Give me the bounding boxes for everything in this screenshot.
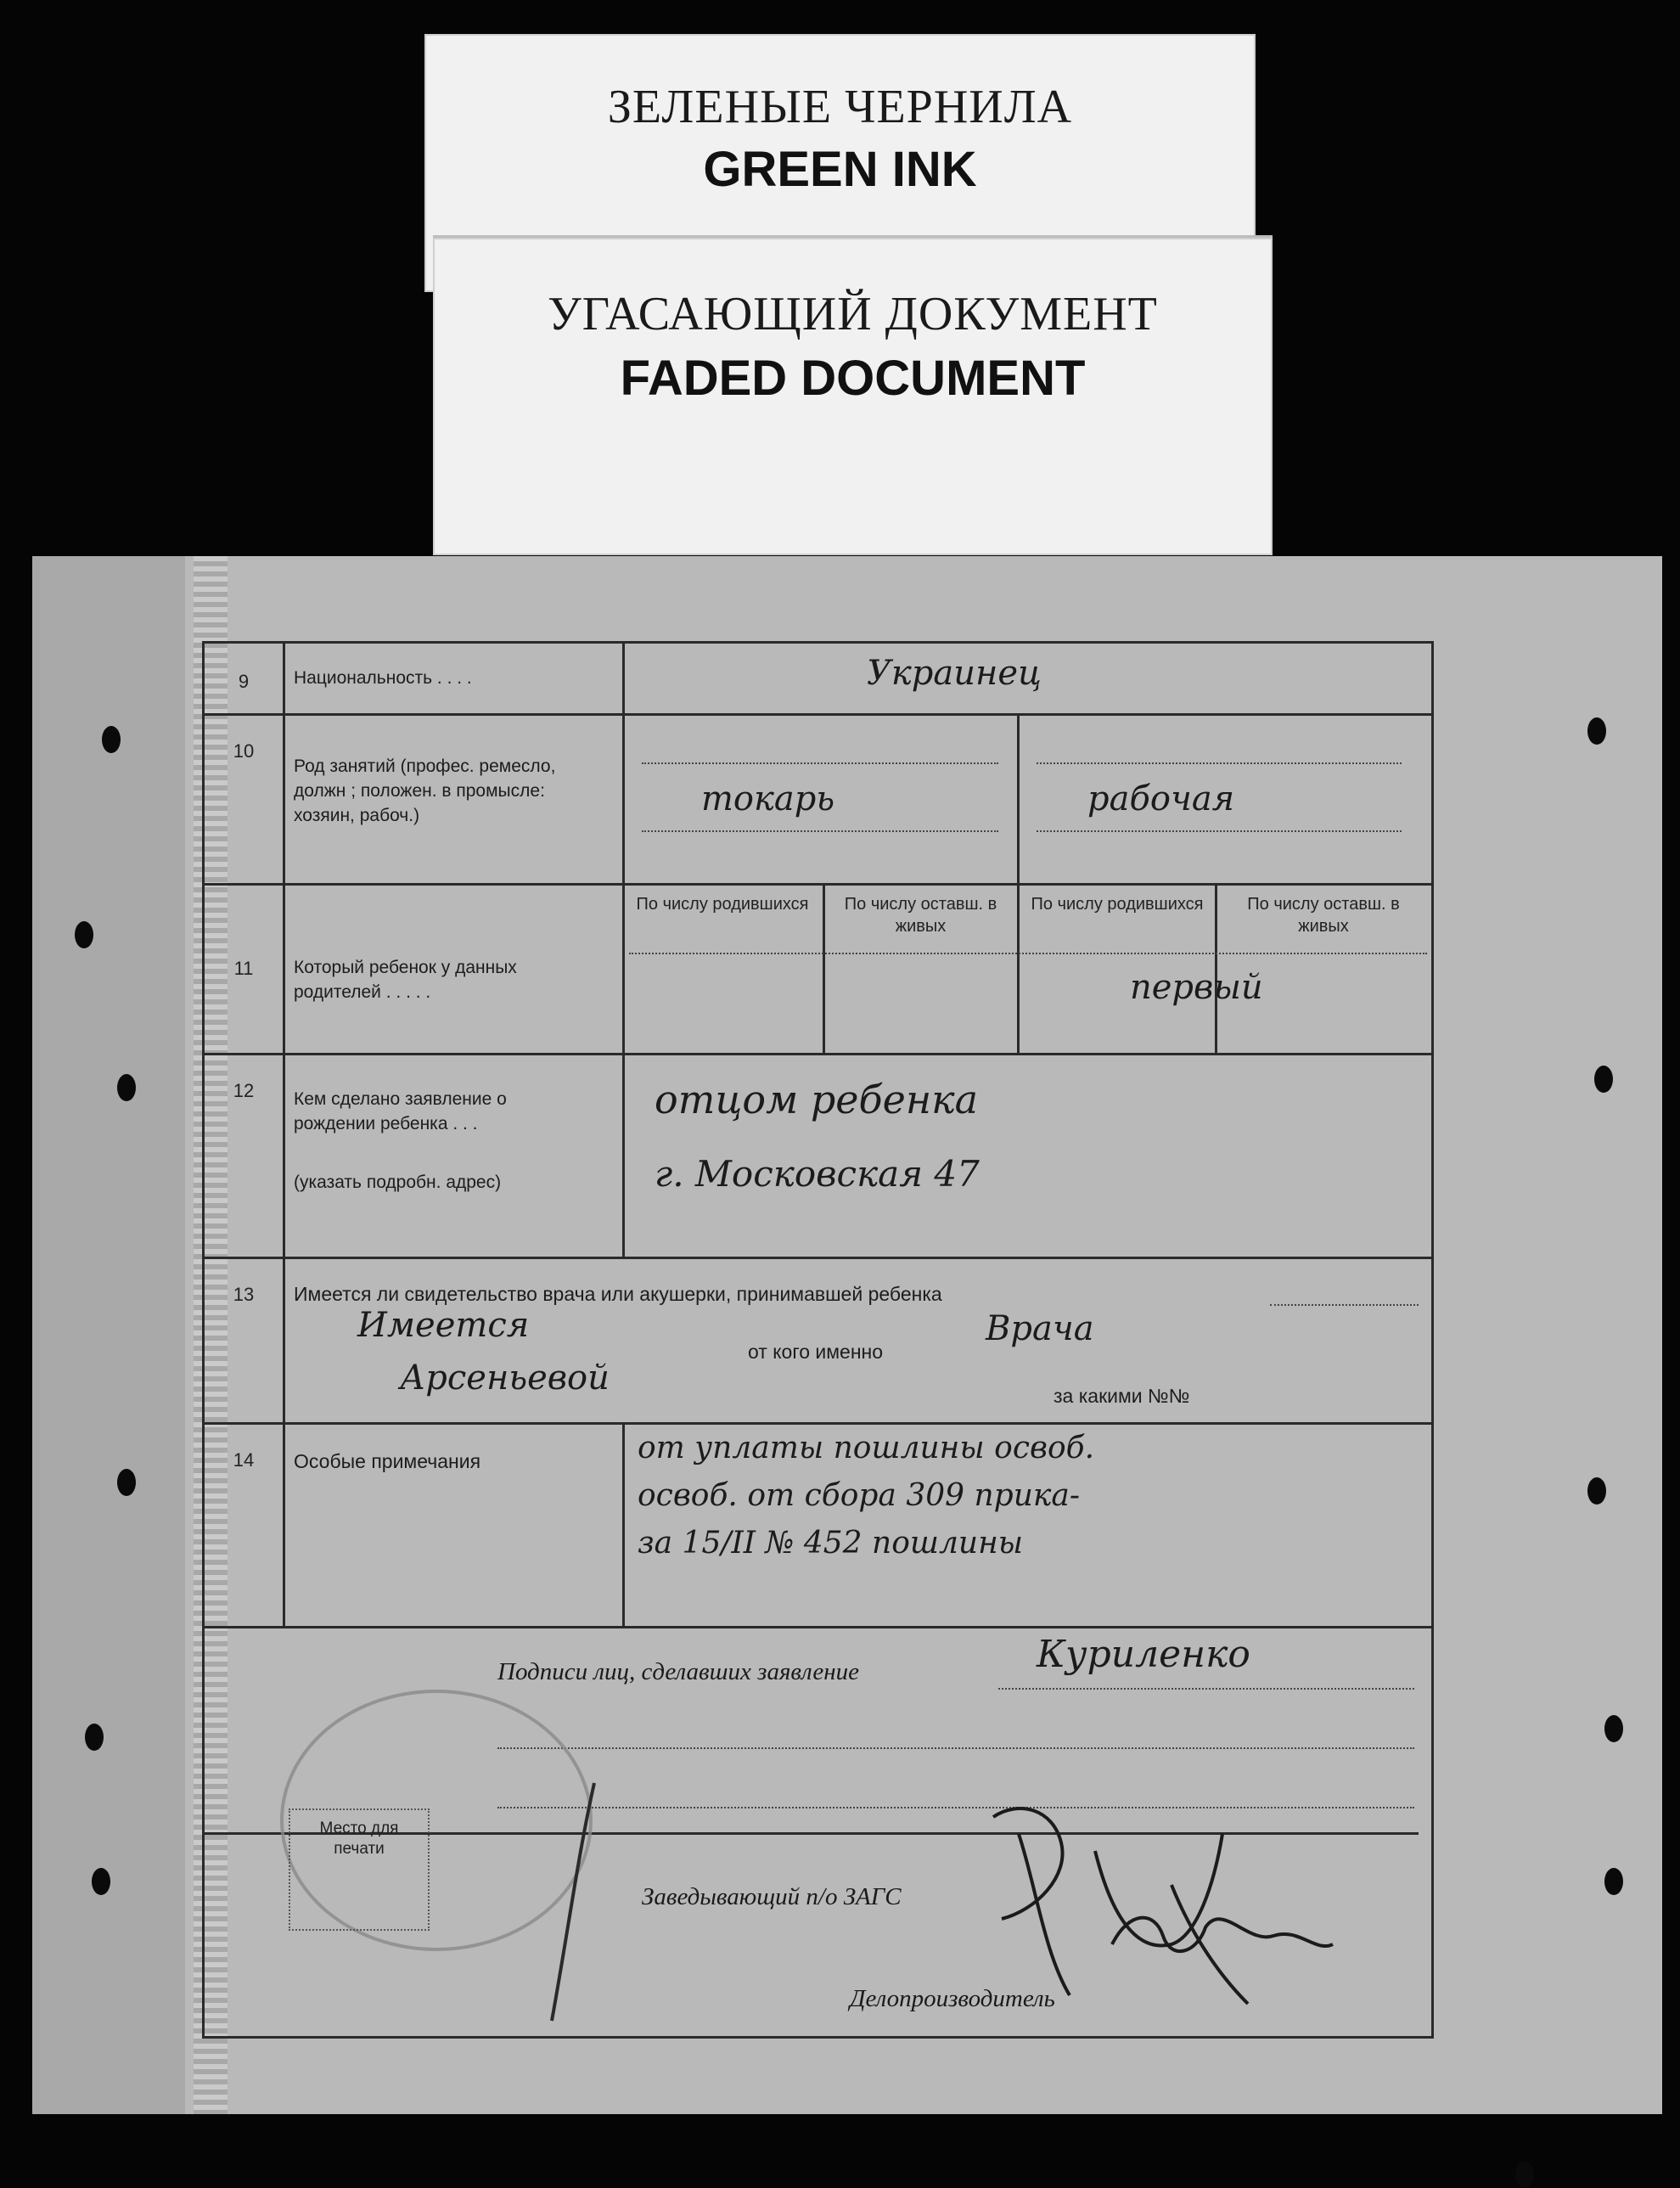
occupation-label: Род занятий (профес. ремесло, должн ; положен. в промысле: хозяин, рабоч.) [294, 757, 556, 825]
row-number: 13 [233, 1284, 255, 1305]
numbers-label: за какими №№ [1054, 1385, 1190, 1407]
punch-hole [1587, 717, 1606, 745]
punch-hole [117, 1469, 136, 1496]
row-10-occupation [205, 713, 1431, 886]
child-order-label: Который ребенок у данных родителей . . . . . [294, 958, 517, 1002]
faded-doc-en: FADED DOCUMENT [620, 351, 1086, 406]
clerk-label: Делопроизводитель [850, 1985, 1055, 2012]
from-whom-label: от кого именно [748, 1341, 884, 1363]
punch-hole [1594, 1066, 1613, 1093]
row-9-nationality [205, 644, 1431, 716]
declarant-signatures-label: Подписи лиц, сделавших заявление [497, 1658, 860, 1685]
faded-document-card [433, 238, 1273, 555]
green-ink-ru: ЗЕЛЕНЫЕ ЧЕРНИЛА [607, 81, 1073, 133]
pen-stroke [543, 1775, 611, 2029]
zags-head-label: Заведывающий п/о ЗАГС [642, 1883, 902, 1910]
punch-hole [1587, 1477, 1606, 1505]
col-alive-mother: По числу оставш. в живых [1247, 895, 1400, 936]
address-label: (указать подробн. адрес) [294, 1173, 502, 1192]
punch-hole [117, 1074, 136, 1101]
declarant-signature: Куриленко [1037, 1633, 1250, 1676]
occupation-mother-value: рабочая [1087, 779, 1235, 818]
doctor-value: Врача [986, 1309, 1094, 1348]
nationality-value: Украинец [867, 654, 1042, 693]
notes-label: Особые примечания [294, 1450, 481, 1472]
address-value: г. Московская 47 [655, 1153, 980, 1195]
row-number: 11 [233, 958, 254, 979]
notes-line-2: освоб. от сбора 309 прика- [638, 1478, 1081, 1513]
punch-hole [1604, 1868, 1623, 1895]
punch-hole [102, 726, 121, 753]
child-order-value: первый [1130, 968, 1263, 1007]
notes-line-1: от уплаты пошлины освоб. [638, 1431, 1095, 1465]
row-number: 14 [233, 1449, 255, 1471]
col-alive-father: По числу оставш. в живых [844, 895, 997, 936]
doctor-name-value: Арсеньевой [400, 1358, 610, 1398]
punch-hole [92, 1868, 110, 1895]
row-number: 10 [233, 740, 255, 762]
row-11-child-order [205, 883, 1431, 1055]
occupation-father-value: токарь [701, 779, 835, 818]
seal-place-label: Место для печати [319, 1820, 399, 1858]
punch-hole [85, 1724, 104, 1751]
declarant-value: отцом ребенка [655, 1077, 979, 1122]
punch-hole [1604, 1715, 1623, 1742]
certificate-question: Имеется ли свидетельство врача или акушерки, принимавшей ребенка [294, 1283, 942, 1305]
col-born-mother: По числу родившихся [1031, 895, 1204, 914]
row-13-certificate [205, 1257, 1431, 1425]
certificate-value: Имеется [357, 1306, 530, 1345]
seal-place-box [289, 1808, 430, 1931]
row-number: 9 [238, 671, 250, 692]
green-ink-en: GREEN INK [703, 142, 977, 197]
nationality-label: Национальность . . . . [294, 668, 472, 688]
row-number: 12 [233, 1080, 255, 1101]
row-12-declarant [205, 1053, 1431, 1259]
notes-line-3: за 15/II № 452 пошлины [638, 1526, 1024, 1561]
faded-doc-ru: УГАСАЮЩИЙ ДОКУМЕНТ [548, 288, 1158, 340]
declarant-label: Кем сделано заявление о рождении ребенка . . . [294, 1089, 507, 1133]
punch-hole [75, 921, 93, 948]
clerk-signature [1104, 1893, 1341, 1978]
col-born-father: По числу родившихся [636, 895, 809, 914]
punch-hole [1515, 2161, 1534, 2188]
row-14-notes [205, 1422, 1431, 1628]
